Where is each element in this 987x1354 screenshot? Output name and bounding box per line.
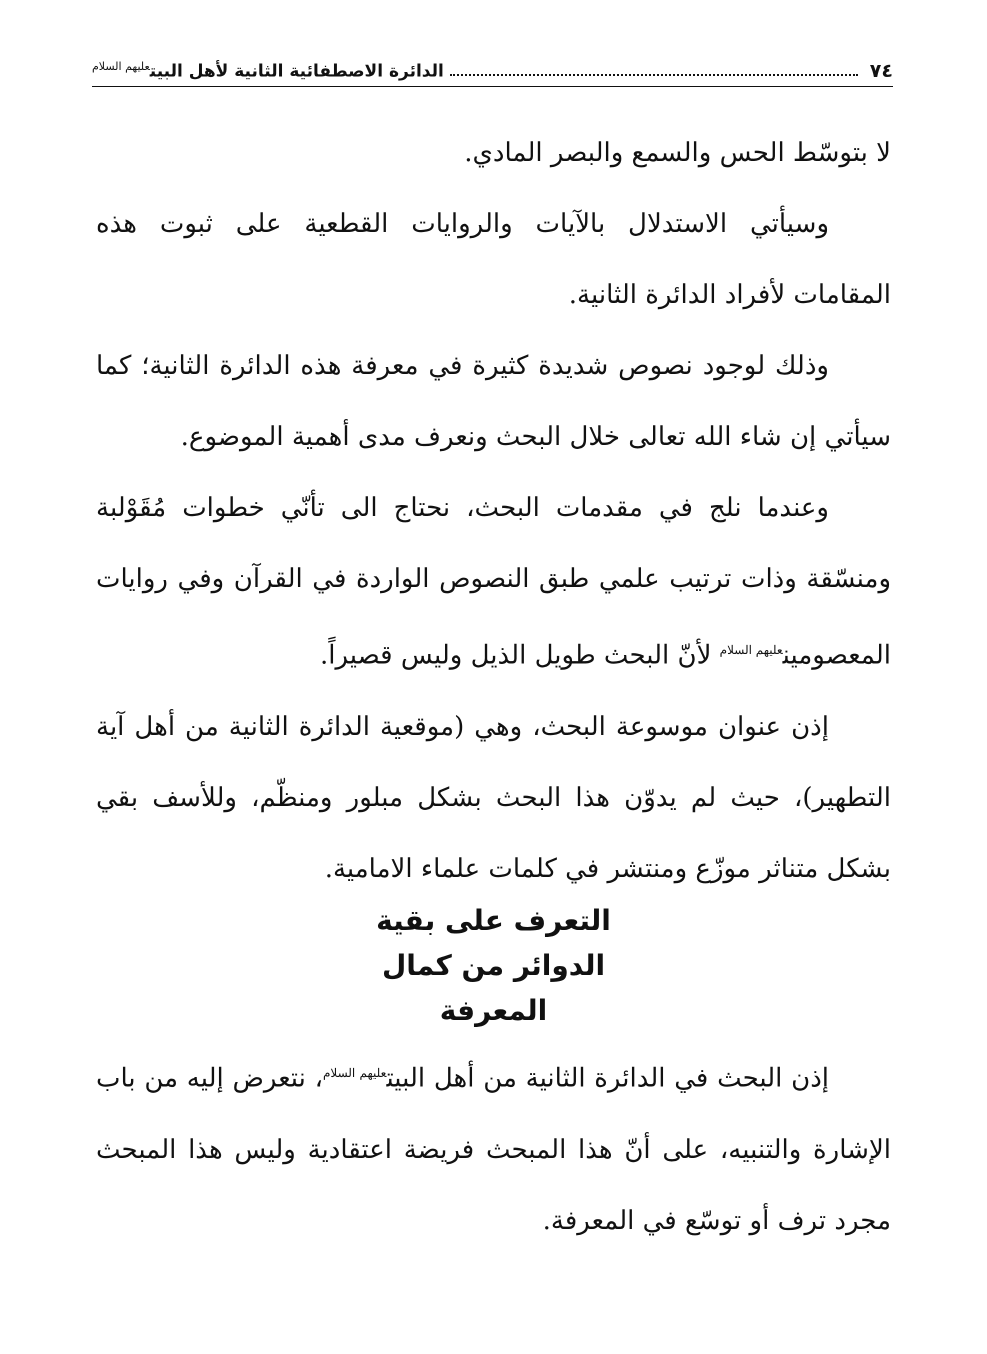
honorific-mark-inline: عليهم السلام [719,643,783,657]
section-heading [300,898,687,1033]
honorific-mark: عليهم السلام [92,60,150,74]
paragraph-4 [96,473,891,692]
paragraph-5: إذن عنوان موسوعة البحث، وهي (موقعية الدائرة الثانية من أهل آية التطهير)، حيث لم يدوّن هذا البحث بشكل مبلور ومنظّم، وللأسف بقي بشكل متناثر موزّع ومنتشر في كلمات علماء الامامية. [96,711,891,884]
paragraph-4-text: وعندما نلج في مقدمات البحث، نحتاج الى تأنّي خطوات مُقَوْلبة ومنسّقة وذات ترتيب علمي طبق النصوص الواردة في القرآن وفي روايات المعصومين [96,493,891,671]
section-heading-line-3: المعرفة [439,994,548,1027]
page-number: ٧٤ [869,60,893,82]
body-text [96,118,891,905]
paragraph-1: لا بتوسّط الحس والسمع والبصر المادي. [464,138,891,168]
paragraph-4-end: لأنّ البحث طويل الذيل وليس قصيراً. [319,640,712,671]
section-heading-line-1: التعرف على بقية [376,904,611,937]
honorific-mark-section: عليهم السلام [322,1066,387,1080]
running-title-text: الدائرة الاصطفائية الثانية لأهل البيت [149,62,444,82]
section-body [96,1038,891,1257]
section-paragraph-part-2: ، نتعرض إليه من باب الإشارة والتنبيه، على أنّ هذا المبحث فريضة اعتقادية وليس هذا المبحث مجرد ترف أو توسّع في المعرفة. [96,1063,891,1236]
section-paragraph [96,1038,891,1257]
running-title [92,60,444,82]
section-heading-line-2: الدوائر من كمال [381,949,606,982]
paragraph-3: وذلك لوجود نصوص شديدة كثيرة في معرفة هذه الدائرة الثانية؛ كما سيأتي إن شاء الله تعالى خلال البحث ونعرف مدى أهمية الموضوع. [96,351,891,452]
paragraph-2: وسيأتي الاستدلال بالآيات والروايات القطعية على ثبوت هذه المقامات لأفراد الدائرة الثانية. [96,209,891,310]
section-paragraph-part-1: إذن البحث في الدائرة الثانية من أهل البيت [386,1063,830,1094]
running-header [92,46,893,87]
header-dot-leader [450,73,858,76]
